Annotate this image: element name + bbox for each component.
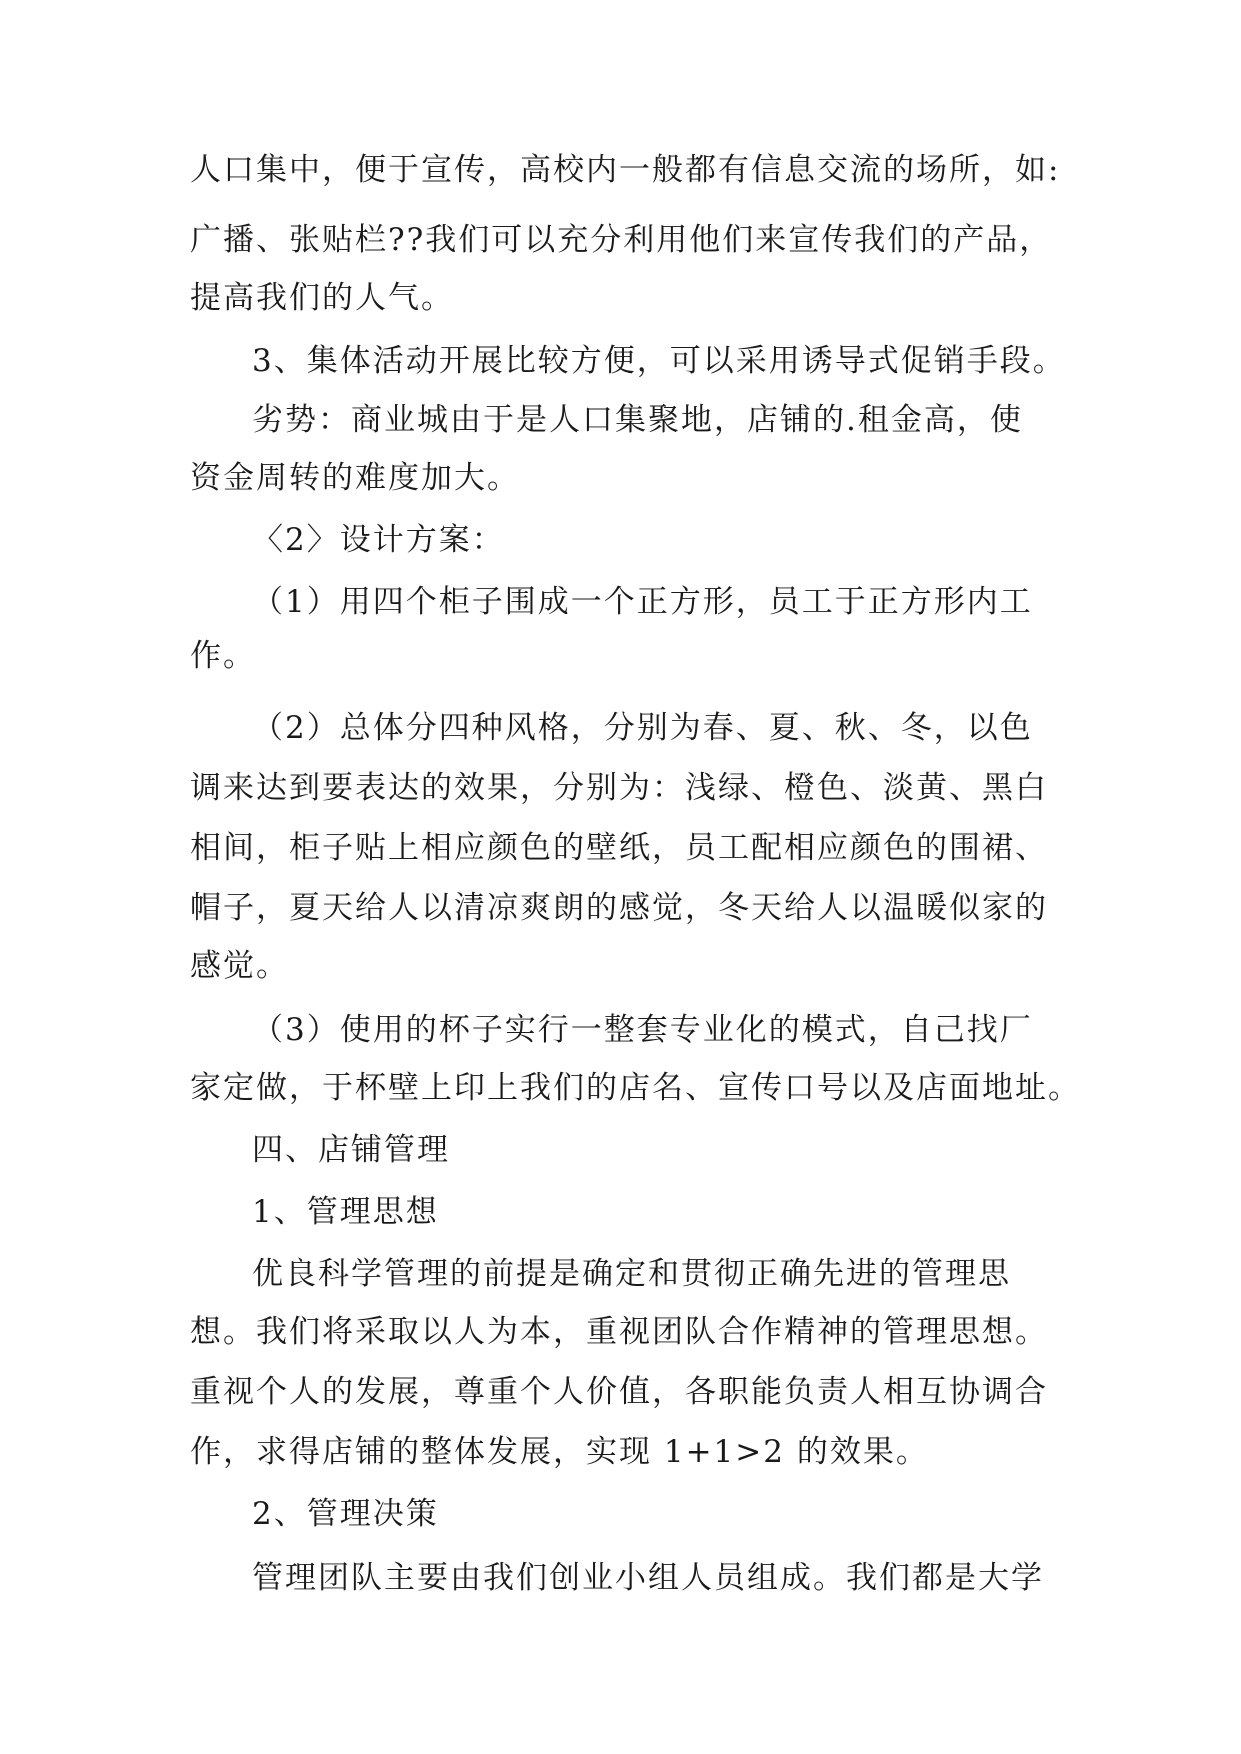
text-line-12: 相间，柜子贴上相应颜色的壁纸，员工配相应颜色的围裙、 xyxy=(190,830,1048,866)
text-line-20: 想。我们将采取以人为本，重视团队合作精神的管理思想。 xyxy=(190,1314,1048,1350)
text-line-14: 感觉。 xyxy=(190,948,289,984)
text-line-2: 广播、张贴栏??我们可以充分利用他们来宣传我们的产品， xyxy=(190,222,1053,258)
subheading-management-philosophy: 1、管理思想 xyxy=(252,1194,439,1230)
text-line-5: 劣势：商业城由于是人口集聚地，店铺的.租金高，使 xyxy=(252,402,1023,438)
text-line-10: （2）总体分四种风格，分别为春、夏、秋、冬，以色 xyxy=(252,710,1033,746)
text-line-19: 优良科学管理的前提是确定和贯彻正确先进的管理思 xyxy=(252,1256,1011,1292)
section-heading-store-management: 四、店铺管理 xyxy=(252,1132,450,1168)
text-line-22: 作，求得店铺的整体发展，实现 1+1>2 的效果。 xyxy=(190,1434,929,1470)
text-line-21: 重视个人的发展，尊重个人价值，各职能负责人相互协调合 xyxy=(190,1374,1048,1410)
text-line-6: 资金周转的难度加大。 xyxy=(190,460,520,496)
text-line-9: 作。 xyxy=(190,638,256,674)
text-line-15: （3）使用的杯子实行一整套专业化的模式，自己找厂 xyxy=(252,1012,1033,1048)
text-line-1: 人口集中，便于宣传，高校内一般都有信息交流的场所，如: xyxy=(190,152,1061,188)
text-line-13: 帽子，夏天给人以清凉爽朗的感觉，冬天给人以温暖似家的 xyxy=(190,890,1048,926)
text-line-3: 提高我们的人气。 xyxy=(190,280,454,316)
text-line-8: （1）用四个柜子围成一个正方形，员工于正方形内工 xyxy=(252,584,1033,620)
subheading-management-decision: 2、管理决策 xyxy=(252,1496,439,1532)
text-line-7: 〈2〉设计方案： xyxy=(252,522,505,558)
text-line-16: 家定做，于杯壁上印上我们的店名、宣传口号以及店面地址。 xyxy=(190,1070,1081,1106)
text-line-24: 管理团队主要由我们创业小组人员组成。我们都是大学 xyxy=(252,1560,1044,1596)
text-line-4: 3、集体活动开展比较方便，可以采用诱导式促销手段。 xyxy=(252,343,1066,379)
text-line-11: 调来达到要表达的效果，分别为：浅绿、橙色、淡黄、黑白 xyxy=(190,770,1048,806)
